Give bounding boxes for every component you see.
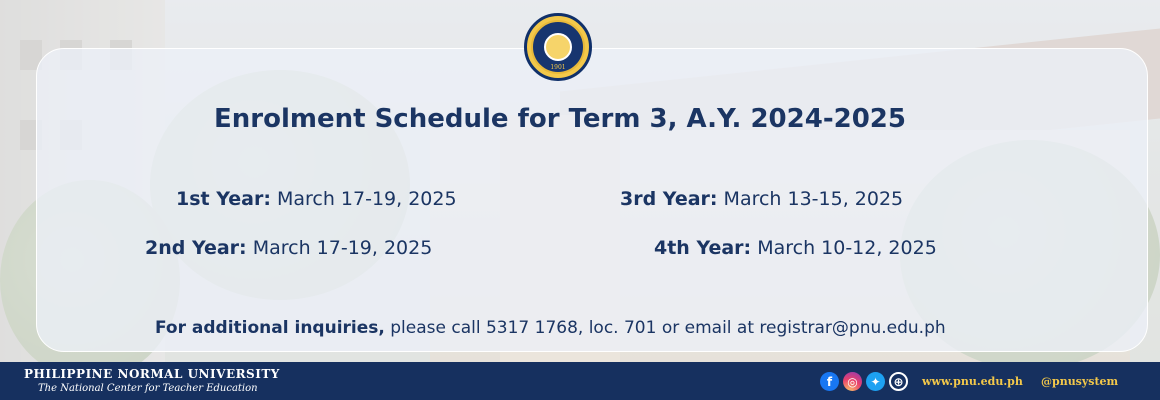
instagram-icon[interactable]: ◎ [843,372,862,391]
schedule-label: 2nd Year: [145,237,247,259]
schedule-dates: March 17-19, 2025 [252,237,433,259]
inquiry-contact: please call 5317 1768, loc. 701 or email at registrar@pnu.edu.ph [384,318,946,338]
schedule-1st-year [176,188,457,210]
schedule-3rd-year [620,188,903,210]
schedule-dates: March 17-19, 2025 [276,188,457,210]
schedule-dates: March 10-12, 2025 [757,237,937,259]
twitter-icon[interactable]: ✦ [866,372,885,391]
globe-icon[interactable]: ⊕ [889,372,908,391]
schedule-label: 3rd Year: [620,188,718,210]
inquiry-lead: For additional inquiries, [155,318,385,338]
social-icons [820,372,908,391]
schedule-dates: March 13-15, 2025 [723,188,904,210]
website-link[interactable]: www.pnu.edu.ph [922,375,1023,388]
schedule-label: 4th Year: [654,237,752,259]
facebook-icon[interactable]: f [820,372,839,391]
footer-bar [0,362,1160,400]
page-title: Enrolment Schedule for Term 3, A.Y. 2024-2025 [214,104,906,134]
schedule-2nd-year [145,237,432,259]
schedule-label: 1st Year: [176,188,271,210]
university-name: PHILIPPINE NORMAL UNIVERSITY [24,367,280,381]
university-seal-logo [524,13,592,81]
social-handle: @pnusystem [1041,375,1119,388]
seal-year: 1901 [550,64,566,71]
schedule-4th-year [654,237,937,259]
inquiry-line [155,318,946,338]
university-tagline: The National Center for Teacher Education [38,383,258,394]
